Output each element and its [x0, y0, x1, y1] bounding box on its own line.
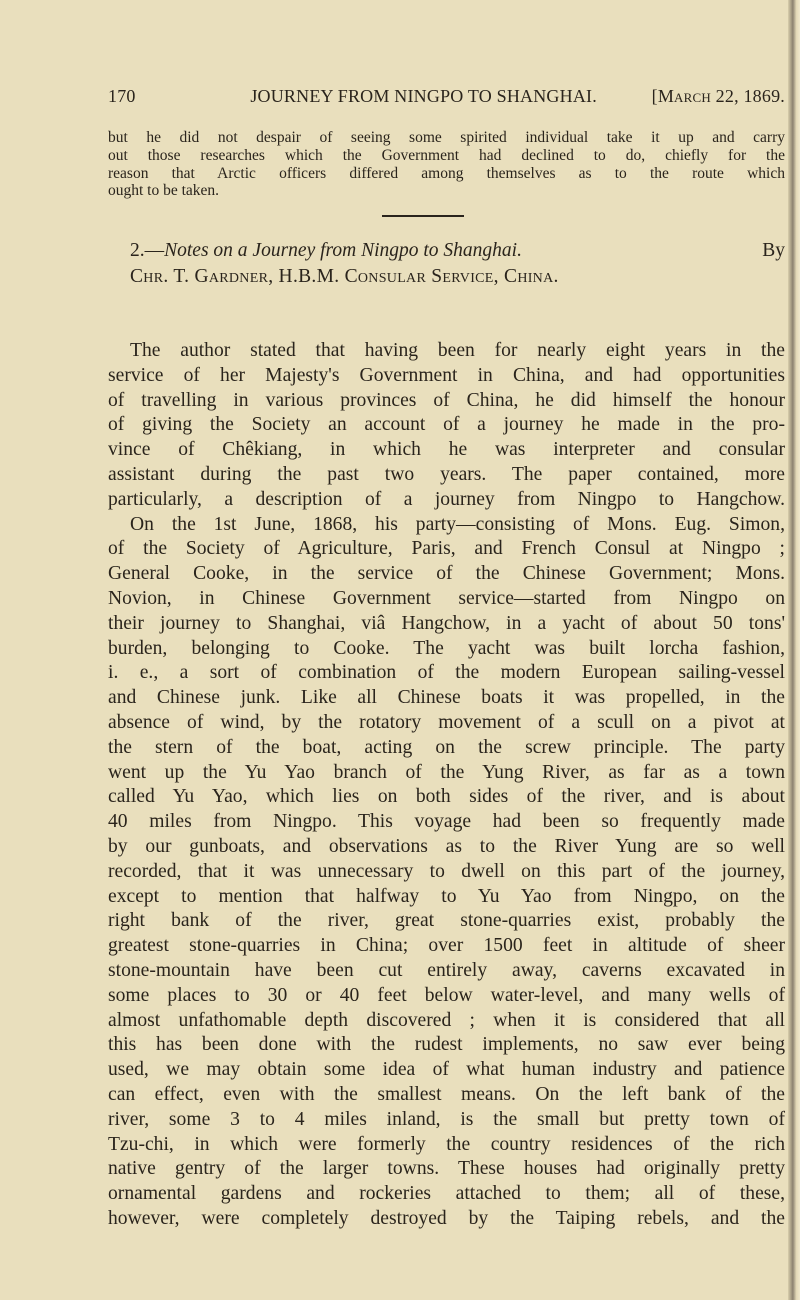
- text-line: can effect, even with the smallest means. On the left bank of the: [108, 1084, 785, 1105]
- article-heading: [130, 240, 785, 262]
- text-line: service of her Majesty's Government in China, and had opportunities: [108, 364, 785, 386]
- page-edge: [788, 0, 800, 1300]
- text-line: stone-mountain have been cut entirely away, caverns excavated in: [108, 960, 785, 981]
- text-line: i. e., a sort of combination of the modern European sailing-vessel: [108, 662, 785, 684]
- text-line: recorded, that it was unnecessary to dwell on this part of the journey,: [108, 860, 785, 882]
- text-line: native gentry of the larger towns. These houses had originally pretty: [108, 1158, 785, 1180]
- text-line: reason that Arctic officers differed among themselves as to the route which: [108, 164, 785, 182]
- text-line: absence of wind, by the rotatory movement of a scull on a pivot at: [108, 712, 785, 733]
- text-line: The author stated that having been for nearly eight years in the: [130, 340, 785, 361]
- page-number: 170: [108, 86, 136, 106]
- text-line: went up the Yu Yao branch of the Yung River, as far as a town: [108, 761, 785, 783]
- text-line: General Cooke, in the service of the Chinese Government; Mons.: [108, 563, 785, 585]
- text-line: of giving the Society an account of a journey he made in the pro-: [108, 414, 785, 436]
- article-number: 2.—: [130, 240, 165, 261]
- article-by: By: [762, 240, 785, 261]
- text-line: particularly, a description of a journey from Ningpo to Hangchow.: [108, 488, 785, 510]
- text-line: assistant during the past two years. The paper contained, more: [108, 464, 785, 485]
- text-line: Tzu-chi, in which were formerly the country residences of the rich: [108, 1133, 785, 1155]
- text-line: this has been done with the rudest implements, no saw ever being: [108, 1034, 785, 1056]
- text-line: out those researches which the Government had declined to do, chiefly for the: [108, 146, 785, 164]
- text-line: of the Society of Agriculture, Paris, and French Consul at Ningpo ;: [108, 538, 785, 560]
- text-line: some places to 30 or 40 feet below water-level, and many wells of: [108, 984, 785, 1006]
- text-line: of travelling in various provinces of China, he did himself the honour: [108, 389, 785, 411]
- text-line: greatest stone-quarries in China; over 1500 feet in altitude of sheer: [108, 935, 785, 957]
- text-line: however, were completely destroyed by the Taiping rebels, and the: [108, 1208, 785, 1229]
- article-title: Notes on a Journey from Ningpo to Shanghai.: [164, 240, 522, 261]
- header-date: [March 22, 1869.: [651, 86, 785, 106]
- text-line: ornamental gardens and rockeries attached to them; all of these,: [108, 1183, 785, 1205]
- text-line: except to mention that halfway to Yu Yao from Ningpo, on the: [108, 885, 785, 907]
- text-line: by our gunboats, and observations as to the River Yung are so well: [108, 836, 785, 857]
- text-line: almost unfathomable depth discovered ; when it is considered that all: [108, 1009, 785, 1031]
- text-line: Novion, in Chinese Government service—started from Ningpo on: [108, 588, 785, 609]
- text-line: the stern of the boat, acting on the screw principle. The party: [108, 736, 785, 758]
- text-line: right bank of the river, great stone-quarries exist, probably the: [108, 910, 785, 932]
- text-line: 40 miles from Ningpo. This voyage had been so frequently made: [108, 811, 785, 833]
- text-line: their journey to Shanghai, viâ Hangchow, in a yacht of about 50 tons': [108, 612, 785, 634]
- running-title: JOURNEY FROM NINGPO TO SHANGHAI.: [250, 86, 597, 106]
- running-header: [108, 86, 785, 107]
- text-line: burden, belonging to Cooke. The yacht was built lorcha fashion,: [108, 637, 785, 659]
- text-line: called Yu Yao, which lies on both sides of the river, and is about: [108, 786, 785, 808]
- text-line: river, some 3 to 4 miles inland, is the small but pretty town of: [108, 1108, 785, 1130]
- text-line: and Chinese junk. Like all Chinese boats it was propelled, in the: [108, 687, 785, 709]
- text-line: but he did not despair of seeing some spirited individual take it up and carry: [108, 129, 785, 146]
- article-author: Chr. T. Gardner, H.B.M. Consular Service, China.: [130, 266, 559, 287]
- text-line: vince of Chêkiang, in which he was interpreter and consular: [108, 439, 785, 461]
- text-line: On the 1st June, 1868, his party—consisting of Mons. Eug. Simon,: [130, 513, 785, 535]
- section-divider: [382, 215, 464, 217]
- text-line: ought to be taken.: [108, 182, 220, 200]
- text-line: used, we may obtain some idea of what human industry and patience: [108, 1059, 785, 1081]
